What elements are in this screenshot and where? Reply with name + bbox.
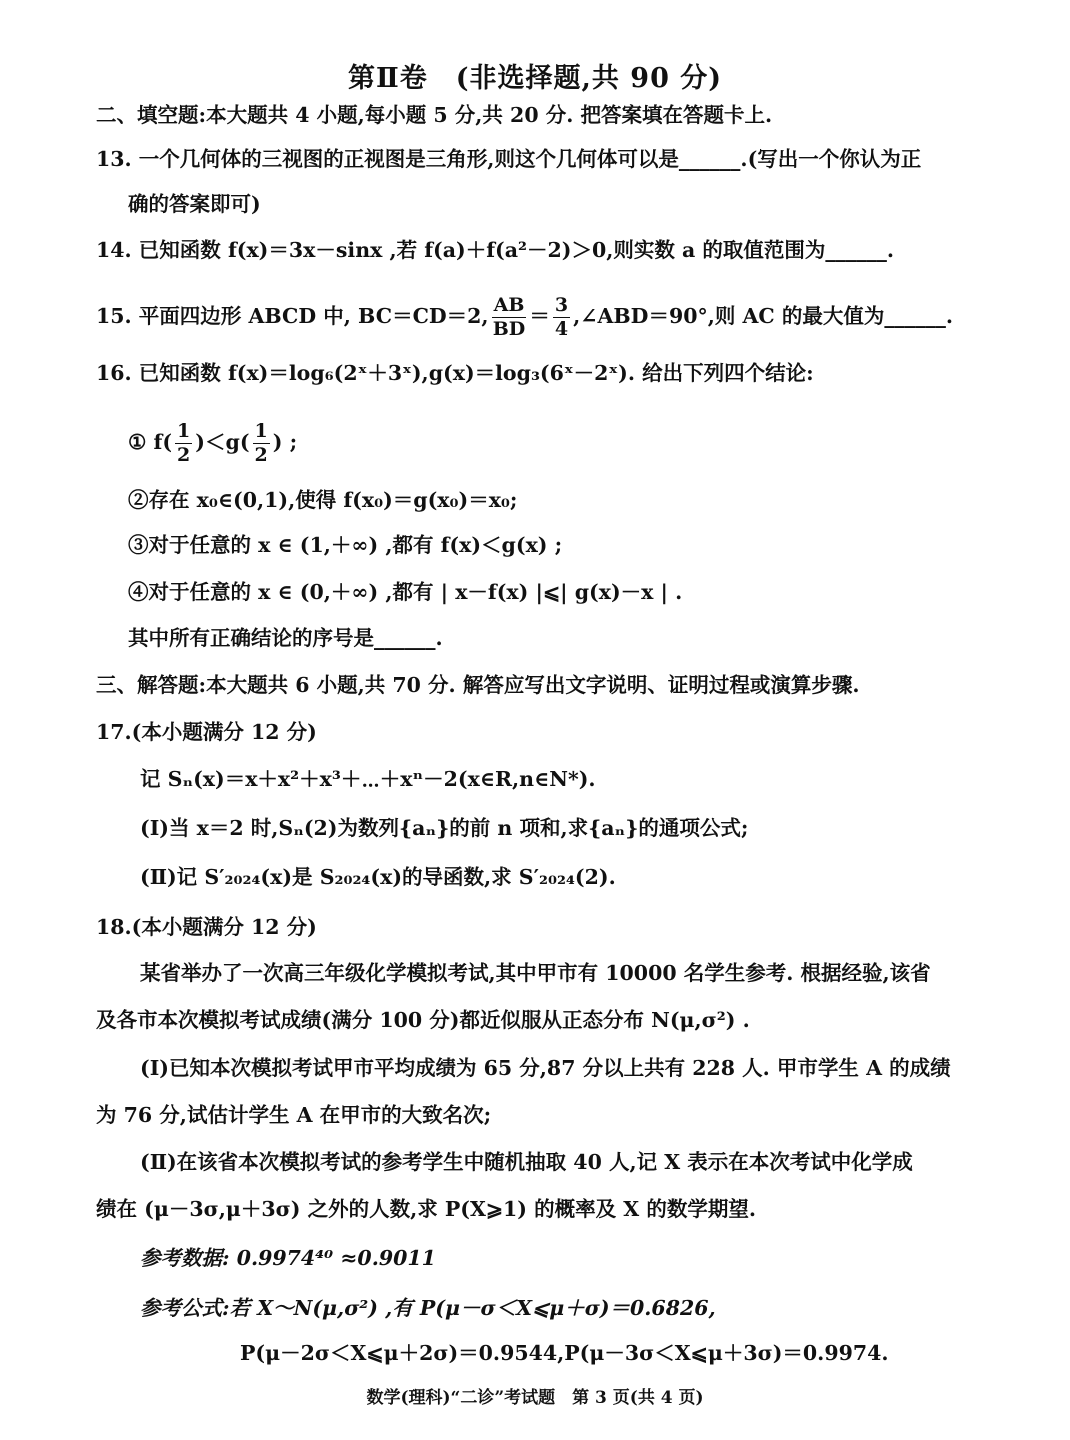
conclusion-1-suffix: ) ;: [272, 430, 298, 454]
question-18-intro-line-2: 及各市本次模拟考试成绩(满分 100 分)都近似服从正态分布 N(μ,σ²) .: [96, 1008, 750, 1032]
fraction-numerator: 3: [554, 294, 569, 316]
question-15-before: 15. 平面四边形 ABCD 中, BC＝CD＝2,: [96, 304, 489, 328]
answer-section-heading: 三、解答题:本大题共 6 小题,共 70 分. 解答应写出文字说明、证明过程或演算步骤.: [96, 673, 860, 697]
conclusion-4: ④对于任意的 x ∈ (0,＋∞) ,都有 | x－f(x) |⩽| g(x)－x | .: [128, 580, 683, 604]
question-17-heading: 17.(本小题满分 12 分): [96, 720, 317, 744]
question-13-line-1: 13. 一个几何体的三视图的正视图是三角形,则这个几何体可以是______.(写出一个你认为正: [96, 147, 922, 171]
fraction-numerator: AB: [493, 294, 525, 316]
question-15-after: ,∠ABD＝90°,则 AC 的最大值为______.: [573, 304, 953, 328]
question-18-heading: 18.(本小题满分 12 分): [96, 915, 317, 939]
equals-sign: ＝: [529, 304, 550, 328]
question-17-definition: 记 Sₙ(x)＝x＋x²＋x³＋⋯＋xⁿ－2(x∈R,n∈N*).: [140, 767, 596, 791]
fraction-one-half: [253, 422, 270, 465]
conclusion-3: ③对于任意的 x ∈ (1,＋∞) ,都有 f(x)＜g(x) ;: [128, 533, 563, 557]
question-18-part-2-line-2: 绩在 (μ－3σ,μ＋3σ) 之外的人数,求 P(X⩾1) 的概率及 X 的数学期望.: [96, 1197, 756, 1221]
reference-formula-line-1: 参考公式:若 X～N(μ,σ²) ,有 P(μ－σ＜X⩽μ＋σ)＝0.6826,: [140, 1296, 716, 1320]
fraction-denominator: 4: [554, 318, 569, 340]
fraction-3-over-4: [553, 296, 570, 339]
question-16-ask: 其中所有正确结论的序号是______.: [128, 626, 443, 650]
conclusion-1-prefix: ① f(: [128, 430, 173, 454]
question-17-part-1: (Ⅰ)当 x＝2 时,Sₙ(2)为数列{aₙ}的前 n 项和,求{aₙ}的通项公式;: [140, 816, 749, 840]
fraction-one-half: [175, 422, 192, 465]
reference-formula-line-2: P(μ－2σ＜X⩽μ＋2σ)＝0.9544,P(μ－3σ＜X⩽μ＋3σ)＝0.9974.: [240, 1341, 889, 1365]
question-18-part-2-line-1: (Ⅱ)在该省本次模拟考试的参考学生中随机抽取 40 人,记 X 表示在本次考试中化学成: [140, 1150, 913, 1174]
fraction-numerator: 1: [254, 420, 268, 442]
conclusion-1: [128, 422, 1010, 465]
question-18-part-1-line-2: 为 76 分,试估计学生 A 在甲市的大致名次;: [96, 1103, 492, 1127]
question-13-line-2: 确的答案即可): [128, 192, 261, 216]
question-15: [96, 296, 1010, 339]
fraction-denominator: BD: [492, 318, 526, 340]
question-17-part-2: (Ⅱ)记 S′₂₀₂₄(x)是 S₂₀₂₄(x)的导函数,求 S′₂₀₂₄(2).: [140, 865, 616, 889]
fill-in-section-heading: 二、填空题:本大题共 4 小题,每小题 5 分,共 20 分. 把答案填在答题卡上.: [96, 103, 773, 127]
question-18-part-1-line-1: (Ⅰ)已知本次模拟考试甲市平均成绩为 65 分,87 分以上共有 228 人. 甲市学生 A 的成绩: [140, 1056, 951, 1080]
conclusion-2: ②存在 x₀∈(0,1),使得 f(x₀)＝g(x₀)＝x₀;: [128, 488, 518, 512]
fraction-denominator: 2: [177, 444, 191, 466]
question-18-intro-line-1: 某省举办了一次高三年级化学模拟考试,其中甲市有 10000 名学生参考. 根据经验,该省: [140, 961, 931, 985]
question-14: 14. 已知函数 f(x)＝3x－sinx ,若 f(a)＋f(a²－2)＞0,则实数 a 的取值范围为______.: [96, 238, 895, 262]
fraction-numerator: 1: [177, 420, 191, 442]
reference-data: 参考数据: 0.9974⁴⁰ ≈0.9011: [140, 1246, 436, 1270]
section-title: 第Ⅱ卷 (非选择题,共 90 分): [347, 63, 723, 94]
question-16-stem: 16. 已知函数 f(x)＝log₆(2ˣ＋3ˣ),g(x)＝log₃(6ˣ－2ˣ). 给出下列四个结论:: [96, 361, 814, 385]
fraction-ab-over-bd: [492, 296, 527, 339]
conclusion-1-mid: )＜g(: [195, 430, 250, 454]
page-footer: 数学(理科)“二诊”考试题 第 3 页(共 4 页): [366, 1388, 704, 1408]
fraction-denominator: 2: [254, 444, 268, 466]
